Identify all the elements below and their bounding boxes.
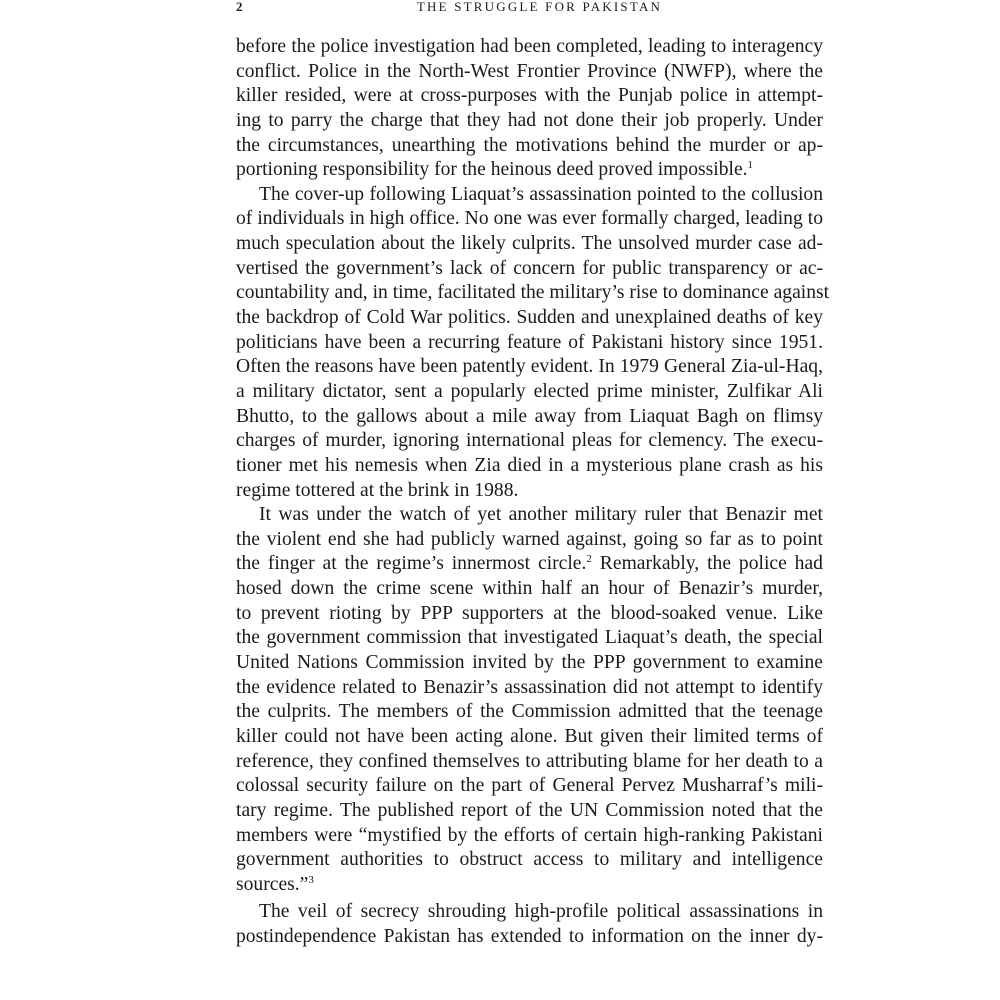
text-line: The cover-up following Liaquat’s assassination pointed to the collusion — [259, 183, 823, 205]
text-line: It was under the watch of yet another military ruler that Benazir met — [259, 504, 823, 526]
text-line — [236, 873, 823, 898]
paragraph-2 — [236, 183, 830, 503]
text-line: much speculation about the likely culprits. The unsolved murder case ad- — [236, 233, 823, 255]
text-line: of individuals in high office. No one was ever formally charged, leading to — [236, 208, 823, 230]
text-segment: the finger at the regime’s innermost circle. — [236, 553, 587, 575]
text-line: tioner met his nemesis when Zia died in a mysterious plane crash as his — [236, 454, 823, 476]
book-page — [236, 0, 830, 950]
text-line: conflict. Police in the North-West Frontier Province (NWFP), where the — [236, 60, 823, 82]
text-line — [236, 552, 823, 577]
text-line: hosed down the crime scene within half an hour of Benazir’s murder, — [236, 578, 823, 600]
text-segment: portioning responsibility for the heinous deed proved impossible. — [236, 159, 748, 181]
text-line — [236, 158, 823, 183]
text-line: the culprits. The members of the Commission admitted that the teenage — [236, 701, 823, 723]
text-line: a military dictator, sent a popularly elected prime minister, Zulfikar Ali — [236, 380, 823, 402]
text-line: the evidence related to Benazir’s assassination did not attempt to identify — [236, 676, 823, 698]
text-line: regime tottered at the brink in 1988. — [236, 479, 519, 501]
text-line: postindependence Pakistan has extended to information on the inner dy- — [236, 926, 823, 948]
text-line: vertised the government’s lack of concern for public transparency or ac- — [236, 257, 823, 279]
text-line: reference, they confined themselves to attributing blame for her death to a — [236, 750, 823, 772]
page-number: 2 — [236, 0, 243, 14]
text-line: the circumstances, unearthing the motivations behind the murder or ap- — [236, 134, 823, 156]
text-segment: Remarkably, the police had — [591, 553, 823, 575]
text-line: The veil of secrecy shrouding high-profile political assassinations in — [259, 901, 823, 923]
paragraph-1 — [236, 35, 823, 183]
body-text — [236, 35, 830, 950]
text-line: Often the reasons have been patently evident. In 1979 General Zia-ul-Haq, — [236, 356, 823, 378]
text-line: the government commission that investigated Liaquat’s death, the special — [236, 627, 823, 649]
paragraph-4 — [236, 900, 823, 949]
footnote-marker-3[interactable]: 3 — [308, 873, 314, 886]
text-segment: sources.” — [236, 873, 309, 895]
text-line: the violent end she had publicly warned against, going so far as to point — [236, 528, 823, 550]
text-line: politicians have been a recurring feature of Pakistani history since 1951. — [236, 331, 823, 353]
text-line: Bhutto, to the gallows about a mile away from Liaquat Bagh on flimsy — [236, 405, 823, 427]
text-line: ing to parry the charge that they had not done their job properly. Under — [236, 109, 823, 131]
text-line: colossal security failure on the part of General Pervez Musharraf’s mili- — [236, 775, 823, 797]
text-line: government authorities to obstruct access to military and intelligence — [236, 849, 823, 871]
paragraph-3 — [236, 503, 823, 897]
running-title: THE STRUGGLE FOR PAKISTAN — [416, 0, 663, 14]
text-line: members were “mystified by the efforts of certain high-ranking Pakistani — [236, 824, 823, 846]
text-line: before the police investigation had been completed, leading to interagency — [236, 36, 823, 57]
text-line: to prevent rioting by PPP supporters at the blood-soaked venue. Like — [236, 602, 823, 624]
text-line: killer could not have been acting alone. But given their limited terms of — [236, 725, 823, 747]
text-line: United Nations Commission invited by the PPP government to examine — [236, 652, 823, 674]
footnote-marker-2[interactable]: 2 — [586, 553, 592, 566]
text-line: tary regime. The published report of the UN Commission noted that the — [236, 799, 823, 821]
text-line: charges of murder, ignoring international pleas for clemency. The execu- — [236, 430, 823, 452]
footnote-marker-1[interactable]: 1 — [747, 159, 754, 172]
running-head — [236, 0, 823, 16]
text-line: killer resided, were at cross-purposes with the Punjab police in attempt- — [236, 85, 823, 107]
text-line: the backdrop of Cold War politics. Sudden and unexplained deaths of key — [236, 307, 823, 329]
text-line: countability and, in time, facilitated the military’s rise to dominance against — [236, 282, 830, 304]
